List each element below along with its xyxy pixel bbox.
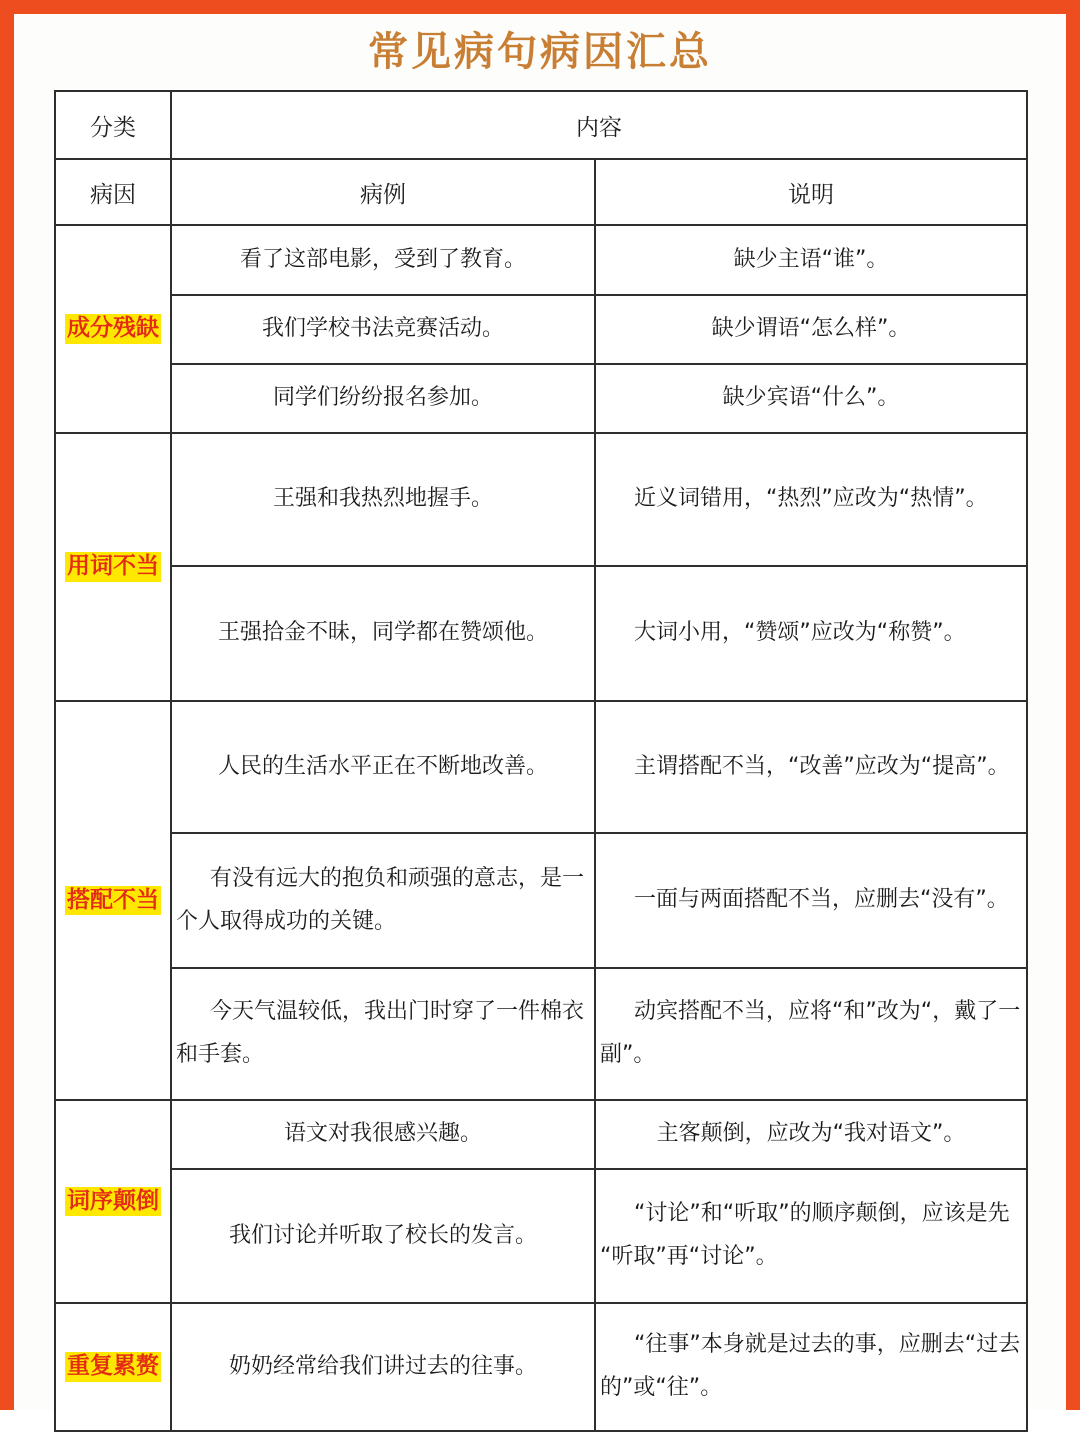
explanation-cell [595, 833, 1027, 968]
explanation-cell [595, 295, 1027, 364]
explanation-text: 缺少主语“谁”。 [733, 246, 889, 272]
explanation-text: 主客颠倒，应改为“我对语文”。 [656, 1121, 966, 1147]
common-sentence-error-table [54, 90, 1028, 1432]
explanation-cell [595, 433, 1027, 566]
example-text: 人民的生活水平正在不断地改善。 [217, 753, 548, 779]
document-sheet [14, 14, 1066, 1410]
explanation-text: “讨论”和“听取”的顺序颠倒，应该是先“听取”再“讨论”。 [600, 1201, 1010, 1269]
explanation-cell [595, 1169, 1027, 1303]
table-row [55, 1169, 1027, 1303]
table-row [55, 433, 1027, 566]
example-text: 王强和我热烈地握手。 [272, 486, 493, 512]
title-bar [14, 14, 1066, 90]
category-label: 搭配不当 [65, 886, 161, 915]
category-cell-word-order-inversion [55, 1100, 171, 1303]
table-row [55, 1100, 1027, 1169]
example-cell [171, 833, 595, 968]
explanation-text: “往事”本身就是过去的事，应删去“过去的”或“往”。 [600, 1332, 1021, 1400]
explanation-cell [595, 1100, 1027, 1169]
example-cell [171, 1169, 595, 1303]
explanation-text: 主谓搭配不当，“改善”应改为“提高”。 [634, 753, 1010, 779]
category-cell-missing-component [55, 225, 171, 433]
table-row [55, 364, 1027, 433]
example-text: 有没有远大的抱负和顽强的意志，是一个人取得成功的关键。 [176, 865, 585, 934]
explanation-text: 动宾搭配不当，应将“和”改为“，戴了一副”。 [600, 999, 1021, 1067]
category-cell-improper-collocation [55, 701, 171, 1100]
table-row [55, 566, 1027, 701]
example-text: 同学们纷纷报名参加。 [272, 385, 493, 411]
category-cell-improper-wording [55, 433, 171, 701]
explanation-cell [595, 968, 1027, 1100]
header-cell-content: 内容 [171, 91, 1027, 159]
table-row [55, 1303, 1027, 1431]
explanation-text: 近义词错用，“热烈”应改为“热情”。 [634, 486, 988, 512]
explanation-cell [595, 701, 1027, 833]
table-row [55, 968, 1027, 1100]
example-text: 今天气温较低，我出门时穿了一件棉衣和手套。 [176, 999, 585, 1067]
header-cell-classification: 分类 [55, 91, 171, 159]
example-cell [171, 433, 595, 566]
page-title: 常见病句病因汇总 [368, 29, 712, 75]
example-text: 语文对我很感兴趣。 [283, 1121, 482, 1147]
example-text: 看了这部电影，受到了教育。 [239, 246, 526, 272]
table-header-row-top [55, 91, 1027, 159]
explanation-text: 缺少谓语“怎么样”。 [711, 316, 911, 342]
category-label: 用词不当 [65, 552, 161, 581]
table-row [55, 701, 1027, 833]
header-cell-cause: 病因 [55, 159, 171, 225]
explanation-text: 一面与两面搭配不当，应删去“没有”。 [634, 887, 1009, 913]
category-label: 成分残缺 [65, 314, 161, 343]
example-cell [171, 295, 595, 364]
explanation-cell [595, 225, 1027, 295]
example-text: 奶奶经常给我们讲过去的往事。 [228, 1353, 537, 1379]
example-cell [171, 1100, 595, 1169]
table-row [55, 225, 1027, 295]
category-label: 词序颠倒 [65, 1187, 161, 1216]
example-text: 王强拾金不昧，同学都在赞颂他。 [217, 620, 548, 646]
explanation-text: 缺少宾语“什么”。 [722, 385, 900, 411]
example-cell [171, 566, 595, 701]
example-cell [171, 968, 595, 1100]
explanation-cell [595, 566, 1027, 701]
example-cell [171, 225, 595, 295]
example-cell [171, 1303, 595, 1431]
example-cell [171, 364, 595, 433]
explanation-cell [595, 364, 1027, 433]
explanation-cell [595, 1303, 1027, 1431]
header-cell-example: 病例 [171, 159, 595, 225]
category-cell-redundancy [55, 1303, 171, 1431]
explanation-text: 大词小用，“赞颂”应改为“称赞”。 [634, 620, 966, 646]
header-cell-explanation: 说明 [595, 159, 1027, 225]
table-row [55, 833, 1027, 968]
category-label: 重复累赘 [65, 1352, 161, 1381]
example-cell [171, 701, 595, 833]
example-text: 我们讨论并听取了校长的发言。 [228, 1222, 537, 1248]
table-container [54, 90, 1026, 1432]
table-row [55, 295, 1027, 364]
table-header-row-sub [55, 159, 1027, 225]
example-text: 我们学校书法竞赛活动。 [261, 316, 504, 342]
